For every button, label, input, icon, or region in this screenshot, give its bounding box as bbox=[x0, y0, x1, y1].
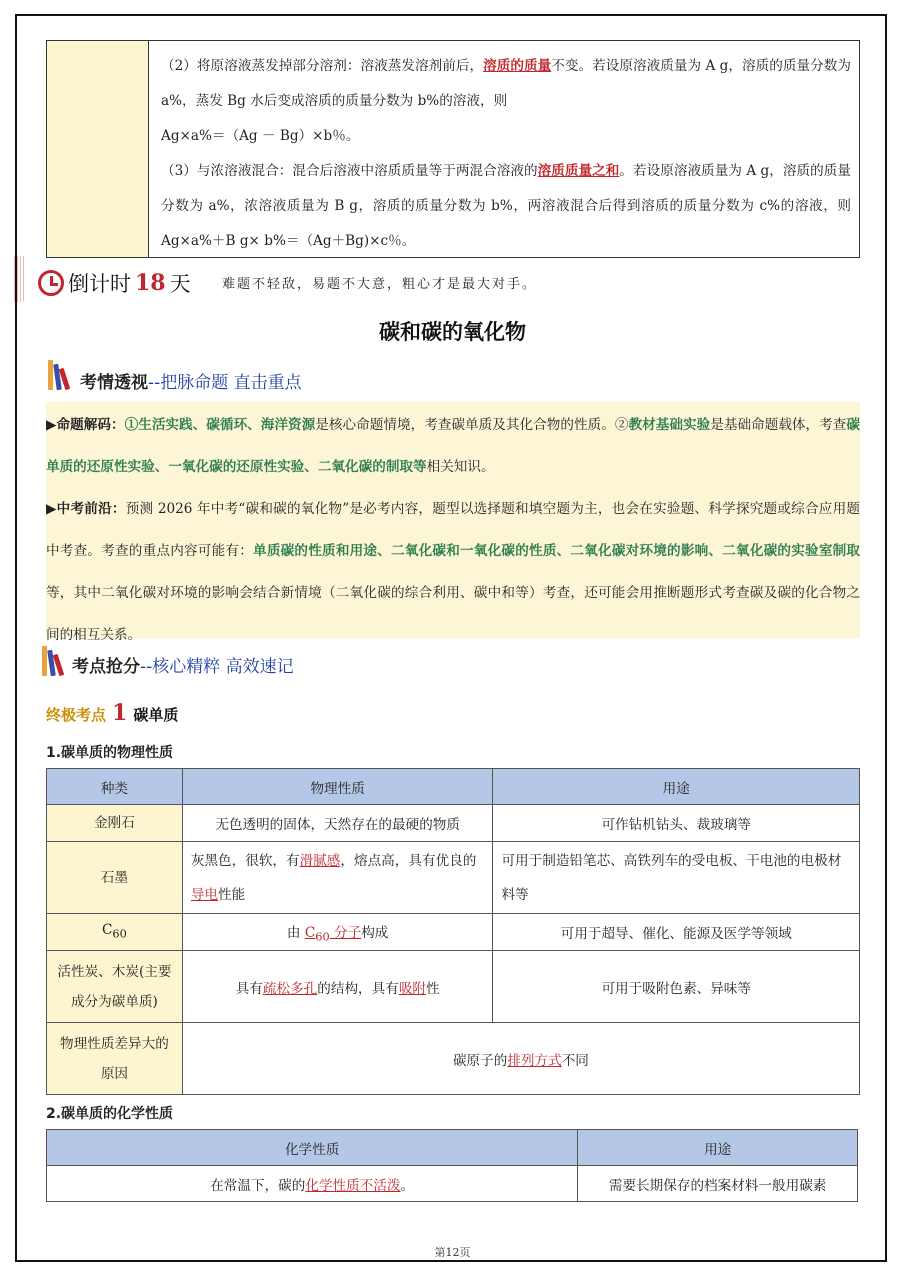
method-2-paragraph: （2）将原溶液蒸发掉部分溶剂：溶液蒸发溶剂前后，溶质的质量不变。若设原溶液质量为 A g，溶质的质量分数为 a%，蒸发 Bg 水后变成溶质的质量分数为 b%的溶液，则 bbox=[161, 58, 851, 109]
analysis-decode: ▶命题解码：①生活实践、碳循环、海洋资源是核心命题情境，考查碳单质及其化合物的性质。②教材基础实验是基础命题载体，考查碳单质的还原性实验、一氧化碳的还原性实验、二氧化碳的制取等相关知识。 bbox=[46, 417, 861, 475]
table-content-cell bbox=[149, 41, 859, 257]
countdown-banner bbox=[38, 266, 191, 300]
countdown-motto: 难题不轻敌，易题不大意，粗心才是最大对手。 bbox=[222, 277, 538, 292]
chemical-properties-table bbox=[46, 1129, 858, 1202]
table-header-row: 化学性质 用途 bbox=[47, 1130, 858, 1166]
decorative-stripes bbox=[14, 256, 24, 302]
section-header-key-points: 考点抢分--核心精粹 高效速记 bbox=[72, 657, 294, 677]
clock-icon bbox=[38, 270, 64, 296]
books-icon bbox=[42, 646, 70, 676]
countdown-days: 18 bbox=[135, 270, 166, 296]
table-row: 在常温下，碳的化学性质不活泼。 需要长期保存的档案材料一般用碳素 bbox=[47, 1166, 858, 1202]
subheading-chemical-properties: 2.碳单质的化学性质 bbox=[46, 1106, 174, 1122]
highlight-solute-mass: 溶质的质量 bbox=[483, 58, 552, 74]
table-row: 物理性质差异大的原因 碳原子的排列方式不同 bbox=[47, 1023, 860, 1095]
subheading-physical-properties: 1.碳单质的物理性质 bbox=[46, 745, 174, 761]
table-row: 活性炭、木炭(主要成分为碳单质) 具有疏松多孔的结构，具有吸附性 可用于吸附色素、异味等 bbox=[47, 951, 860, 1023]
analysis-frontier: ▶中考前沿：预测 2026 年中考“碳和碳的氧化物”是必考内容，题型以选择题和填空题为主，也会在实验题、科学探究题或综合应用题中考查。考查的重点内容可能有：单质碳的性质和用途、二氧化碳和一氧化碳的性质、二氧化碳对环境的影响、二氧化碳的实验室制取等，其中二氧化碳对环境的影响会结合新情境（二氧化碳的综合利用、碳中和等）考查，还可能会用推断题形式考查碳及碳的化合物之间的相互关系。 bbox=[46, 501, 861, 643]
analysis-text bbox=[46, 404, 860, 656]
table-row: $C_{60}$ 由 $C_{60}$ 分子构成 可用于超导、催化、能源及医学等领域 bbox=[47, 914, 860, 951]
key-point-title: 终极考点 1 碳单质 bbox=[46, 700, 179, 726]
method-3-paragraph: （3）与浓溶液混合：混合后溶液中溶质质量等于两混合溶液的溶质质量之和。若设原溶液质量为 A g，溶质的质量分数为 a%，浓溶液质量为 B g，溶质的质量分数为 b%，两溶液混合后得到溶质的质量分数为 c%的溶液，则 Ag×a%＋B g× b%＝（Ag＋Bg)×c％。 bbox=[161, 163, 851, 249]
highlight-solute-sum: 溶质质量之和 bbox=[537, 163, 620, 179]
table-label-cell bbox=[47, 41, 149, 257]
solution-dilution-table bbox=[46, 40, 860, 258]
table-row: 石墨 灰黑色，很软，有滑腻感，熔点高，具有优良的导电性能 可用于制造铅笔芯、高铁列车的受电板、干电池的电极材料等 bbox=[47, 842, 860, 914]
page-number: 第12页 bbox=[434, 1246, 471, 1259]
method-2-formula: Ag×a%＝（Ag － Bg）×b％。 bbox=[161, 128, 360, 144]
countdown-suffix: 天 bbox=[169, 272, 191, 296]
table-header-row: 种类 物理性质 用途 bbox=[47, 769, 860, 805]
section-header-exam-analysis: 考情透视--把脉命题 直击重点 bbox=[80, 373, 302, 393]
table-row: 金刚石 无色透明的固体，天然存在的最硬的物质 可作钻机钻头、裁玻璃等 bbox=[47, 805, 860, 842]
books-icon bbox=[48, 360, 76, 390]
countdown-prefix: 倒计时 bbox=[68, 272, 131, 296]
physical-properties-table bbox=[46, 768, 860, 1095]
page-title: 碳和碳的氧化物 bbox=[379, 320, 526, 344]
